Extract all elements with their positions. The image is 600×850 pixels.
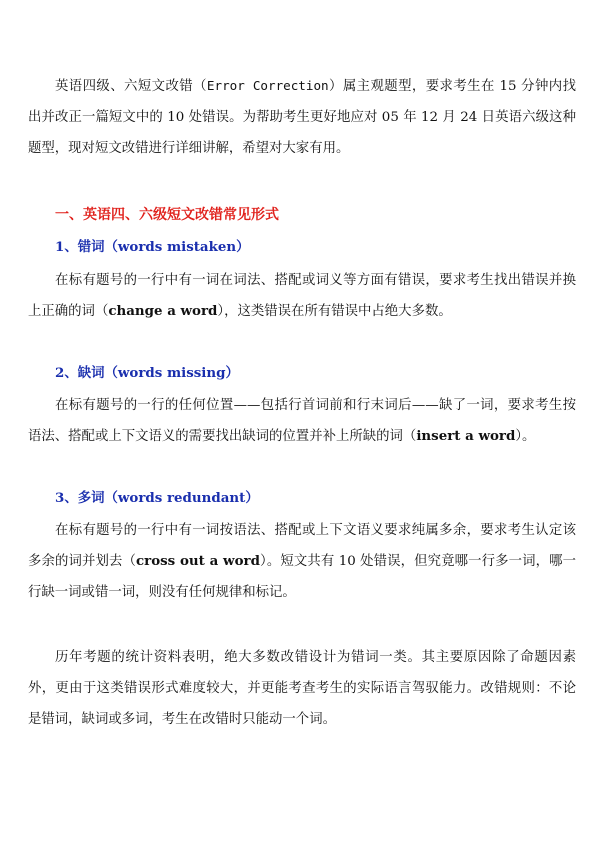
item-1-text-1: 在标有题号的一行中有一词在词法、搭配或词义等方面有错误，要求考生找出错误并换上正确的词（ [28, 273, 576, 319]
item-1-text-2: ），这类错误在所有错误中占绝大多数。 [217, 304, 452, 319]
intro-text-2: ）属主观题型，要求考生在 15 分钟内找出并改正一篇短文中的 10 处错误。为帮助考生更好地应对 05 年 12 月 24 日英语六级这种题型，现对短文改错进行详细讲解，希望对大家有用。 [28, 79, 576, 156]
intro-paragraph [28, 70, 576, 164]
conclusion-paragraph: 历年考题的统计资料表明，绝大多数改错设计为错词一类。其主要原因除了命题因素外，更由于这类错误形式难度较大，并更能考查考生的实际语言驾驭能力。改错规则：不论是错词，缺词或多词，考生在改错时只能动一个词。 [28, 650, 576, 727]
item-2-text-1: 在标有题号的一行的任何位置——包括行首词前和行末词后——缺了一词，要求考生按语法、搭配或上下文语义的需要找出缺词的位置并补上所缺的词（ [28, 398, 576, 444]
item-body-3 [28, 515, 576, 608]
item-2-term: insert a word [416, 428, 516, 444]
item-body-2 [28, 390, 576, 452]
item-heading-3: 3、多词（words redundant） [55, 490, 259, 506]
item-2-text-2: ）。 [515, 429, 536, 444]
item-3-term: cross out a word [136, 553, 260, 569]
item-3-text-2: ）。短文共有 10 处错误，但究竟哪一行多一词，哪一行缺一词或错一词，则没有任何规律和标记。 [28, 554, 576, 600]
intro-text-1: 英语四级、六短文改错（ [55, 79, 207, 94]
intro-term: Error Correction [206, 78, 329, 93]
item-3-text-1: 在标有题号的一行中有一词按语法、搭配或上下文语义要求纯属多余，要求考生认定该多余的词并划去（ [28, 523, 576, 569]
item-body-1 [28, 265, 576, 327]
section-heading-1: 一、英语四、六级短文改错常见形式 [55, 207, 279, 223]
item-heading-1: 1、错词（words mistaken） [55, 239, 250, 255]
item-heading-2: 2、缺词（words missing） [55, 365, 239, 381]
item-1-term: change a word [108, 303, 218, 319]
